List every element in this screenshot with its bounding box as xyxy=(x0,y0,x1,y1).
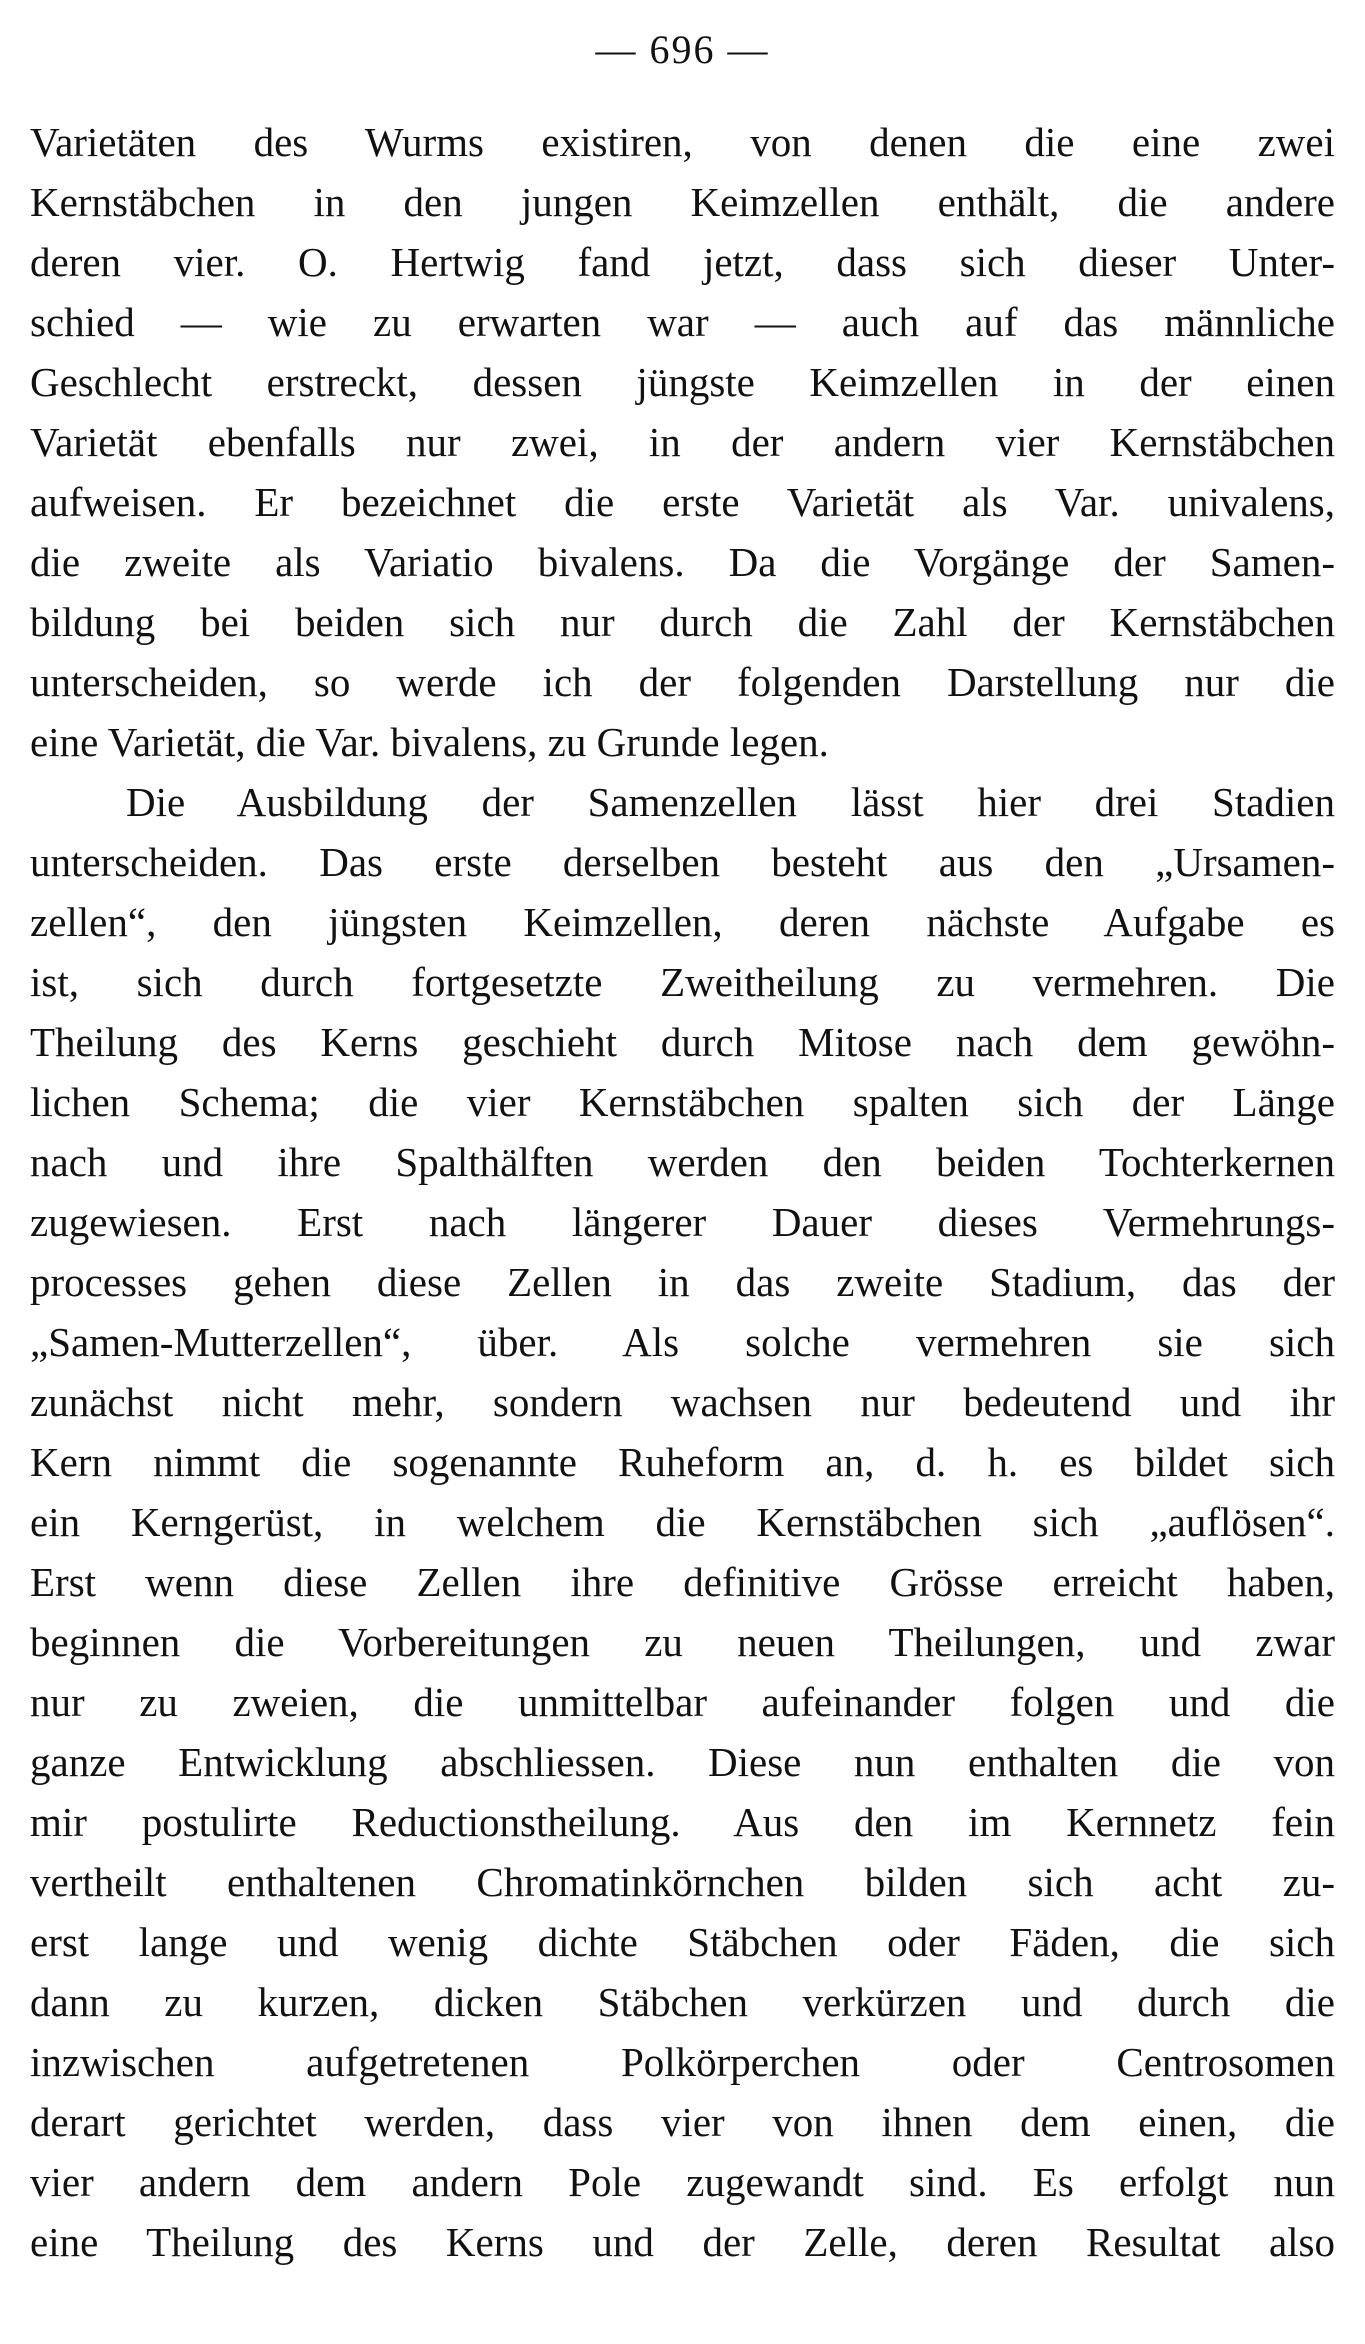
text-line: ganze Entwicklung abschliessen. Diese nun enthalten die von xyxy=(30,1739,1335,1785)
text-line: „Samen-Mutterzellen“, über. Als solche vermehren sie sich xyxy=(30,1319,1335,1365)
text-line: Erst wenn diese Zellen ihre definitive Grösse erreicht haben, xyxy=(30,1559,1335,1605)
text-line: unterscheiden. Das erste derselben besteht aus den „Ursamen- xyxy=(30,839,1335,885)
text-line: bildung bei beiden sich nur durch die Zahl der Kernstäbchen xyxy=(30,599,1335,645)
page-number: — 696 — xyxy=(595,27,770,72)
text-line: vier andern dem andern Pole zugewandt sind. Es erfolgt nun xyxy=(30,2159,1335,2205)
text-line: ist, sich durch fortgesetzte Zweitheilung zu vermehren. Die xyxy=(30,959,1335,1005)
paragraph-start-line: Die Ausbildung der Samenzellen lässt hier drei Stadien xyxy=(126,779,1335,825)
text-line: processes gehen diese Zellen in das zweite Stadium, das der xyxy=(30,1259,1335,1305)
text-line: zellen“, den jüngsten Keimzellen, deren nächste Aufgabe es xyxy=(30,899,1335,945)
text-line: nur zu zweien, die unmittelbar aufeinander folgen und die xyxy=(30,1679,1335,1725)
text-line: beginnen die Vorbereitungen zu neuen Theilungen, und zwar xyxy=(30,1619,1335,1665)
text-line: erst lange und wenig dichte Stäbchen oder Fäden, die sich xyxy=(30,1919,1335,1965)
text-line: Varietät ebenfalls nur zwei, in der andern vier Kernstäbchen xyxy=(30,419,1335,465)
text-line: die zweite als Variatio bivalens. Da die Vorgänge der Samen- xyxy=(30,539,1335,585)
text-line: vertheilt enthaltenen Chromatinkörnchen bilden sich acht zu- xyxy=(30,1859,1335,1905)
text-line: zunächst nicht mehr, sondern wachsen nur bedeutend und ihr xyxy=(30,1379,1335,1425)
text-line: dann zu kurzen, dicken Stäbchen verkürzen und durch die xyxy=(30,1979,1335,2025)
text-line: Theilung des Kerns geschieht durch Mitose nach dem gewöhn- xyxy=(30,1019,1335,1065)
text-line: lichen Schema; die vier Kernstäbchen spalten sich der Länge xyxy=(30,1079,1335,1125)
text-line: Varietäten des Wurms existiren, von denen die eine zwei xyxy=(30,119,1335,165)
text-line: aufweisen. Er bezeichnet die erste Varietät als Var. univalens, xyxy=(30,479,1335,525)
text-line: schied — wie zu erwarten war — auch auf das männliche xyxy=(30,299,1335,345)
body-text xyxy=(30,112,1335,2272)
text-line: unterscheiden, so werde ich der folgenden Darstellung nur die xyxy=(30,659,1335,705)
text-line: zugewiesen. Erst nach längerer Dauer dieses Vermehrungs- xyxy=(30,1199,1335,1245)
text-line: deren vier. O. Hertwig fand jetzt, dass sich dieser Unter- xyxy=(30,239,1335,285)
text-line: nach und ihre Spalthälften werden den beiden Tochterkernen xyxy=(30,1139,1335,1185)
text-line: inzwischen aufgetretenen Polkörperchen oder Centrosomen xyxy=(30,2039,1335,2085)
text-line: Geschlecht erstreckt, dessen jüngste Keimzellen in der einen xyxy=(30,359,1335,405)
text-line: derart gerichtet werden, dass vier von ihnen dem einen, die xyxy=(30,2099,1335,2145)
text-line: eine Theilung des Kerns und der Zelle, deren Resultat also xyxy=(30,2219,1335,2265)
text-line: ein Kerngerüst, in welchem die Kernstäbchen sich „auflösen“. xyxy=(30,1499,1335,1545)
text-line: Kernstäbchen in den jungen Keimzellen enthält, die andere xyxy=(30,179,1335,225)
text-line: eine Varietät, die Var. bivalens, zu Grunde legen. xyxy=(30,719,829,765)
text-line: Kern nimmt die sogenannte Ruheform an, d. h. es bildet sich xyxy=(30,1439,1335,1485)
text-line: mir postulirte Reductionstheilung. Aus den im Kernnetz fein xyxy=(30,1799,1335,1845)
